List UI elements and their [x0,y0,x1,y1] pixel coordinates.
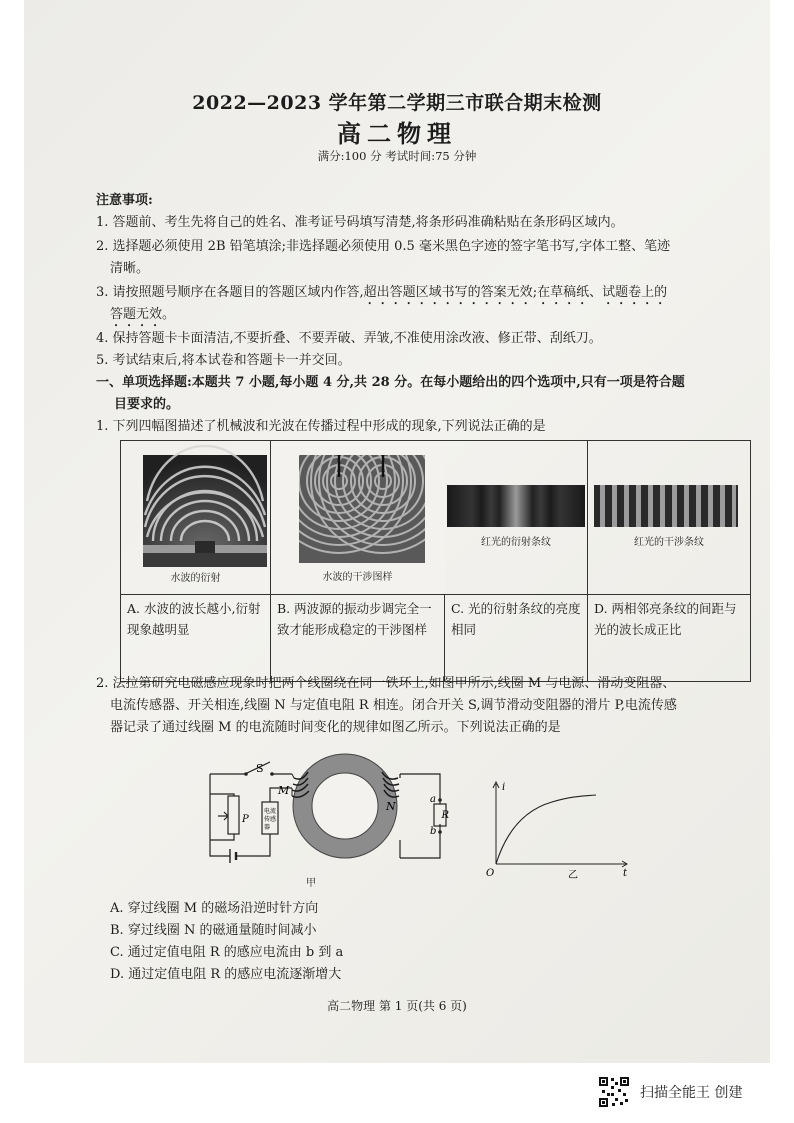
origin-label: O [486,868,495,879]
q2-stem-line2: 电流传感器、开关相连,线圈 N 与定值电阻 R 相连。闭合开关 S,调节滑动变阻器的滑片 P,电流传感 [110,698,677,713]
exam-title: 2022—2023 学年第二学期三市联合期末检测 [192,92,602,114]
label-slider: P [242,814,249,825]
axis-i-label: i [502,782,506,793]
q1-fig-cell-b [271,441,445,595]
q1-option-c: C. 光的衍射条纹的亮度相同 [445,595,588,682]
label-coil-n: N [386,800,396,813]
red-diffraction-image [445,441,588,594]
exam-paper [24,0,770,1063]
q1-fig-cell-c [445,441,588,595]
notice-item-3 [96,282,667,308]
label-sensor-1: 电流 [264,808,277,815]
q1-option-a: A. 水波的波长越小,衍射现象越明显 [121,595,271,682]
iron-ring [293,754,397,858]
q2-option-c: C. 通过定值电阻 R 的感应电流由 b 到 a [110,945,344,960]
scanner-watermark: 扫描全能王 创建 [640,1085,743,1101]
axis-t-label: t [623,868,628,879]
exam-info: 满分:100 分 考试时间:75 分钟 [317,149,477,163]
figure-jia-label: 甲 [306,878,316,889]
notice-item-3-b: 超出答题区域书写的答案无效 [363,285,533,300]
qr-code-icon [598,1076,630,1108]
notice-item-2: 2. 选择题必须使用 2B 铅笔填涂;非选择题必须使用 0.5 毫米黑色字迹的签字笔书写,字体工整、笔迹 [96,239,671,254]
notice-item-3-d: 在草稿纸、试题卷上的 [537,285,668,300]
label-point-a: a [430,794,436,805]
notice-heading: 注意事项: [96,193,153,208]
section1-heading-cont: 目要求的。 [114,397,180,412]
figure-yi-label: 乙 [568,870,578,880]
caption-red-diffraction: 红光的衍射条纹 [481,537,551,548]
notice-item-1: 1. 答题前、考生先将自己的姓名、准考证号码填写清楚,将条形码准确粘贴在条形码区域内。 [96,215,624,230]
q1-fig-cell-d [588,441,751,595]
page-footer: 高二物理 第 1 页(共 6 页) [327,999,467,1013]
q2-stem-line1: 2. 法拉第研究电磁感应现象时把两个线圈绕在同一铁环上,如图甲所示,线圈 M 与电源、滑动变阻器、 [96,676,676,691]
q1-stem: 1. 下列四幅图描述了机械波和光波在传播过程中形成的现象,下列说法正确的是 [96,419,546,434]
caption-water-diffraction: 水波的衍射 [170,573,221,584]
q1-option-b: B. 两波源的振动步调完全一致才能形成稳定的干涉图样 [271,595,445,682]
label-point-b: b [430,826,437,837]
caption-water-interference: 水波的干涉图样 [322,572,393,583]
q1-option-d: D. 两相邻亮条纹的间距与光的波长成正比 [588,595,751,682]
q1-figure-table [120,440,751,682]
q2-option-b: B. 穿过线圈 N 的磁通量随时间减小 [110,923,317,938]
subject-title: 高二物理 [337,119,457,148]
notice-item-2-cont: 清晰。 [110,261,150,276]
red-interference-image [588,441,751,594]
q2-current-graph [484,776,634,880]
label-resistor: R [441,810,449,821]
label-sensor-2: 传感 [264,816,277,823]
notice-item-3-c: ; [532,285,538,300]
q2-option-d: D. 通过定值电阻 R 的感应电流逐渐增大 [110,967,342,982]
q2-circuit-figure [200,748,450,890]
notice-item-5: 5. 考试结束后,将本试卷和答题卡一并交回。 [96,353,351,368]
notice-item-4: 4. 保持答题卡卡面清洁,不要折叠、不要弄破、弄皱,不准使用涂改液、修正带、刮纸刀。 [96,331,602,346]
label-coil-m: M [278,784,290,797]
label-switch: S [256,762,264,775]
q1-fig-cell-a [121,441,271,595]
q2-stem-line3: 器记录了通过线圈 M 的电流随时间变化的规律如图乙所示。下列说法正确的是 [110,720,561,735]
notice-item-3-f: 。 [162,307,176,322]
section1-heading: 一、单项选择题:本题共 7 小题,每小题 4 分,共 28 分。在每小题给出的四个选项中,只有一项是符合题 [96,375,685,390]
label-sensor-3: 器 [264,824,271,831]
q2-option-a: A. 穿过线圈 M 的磁场沿逆时针方向 [110,901,319,916]
notice-item-3-a: 3. 请按照题号顺序在各题目的答题区域内作答, [96,285,364,300]
caption-red-interference: 红光的干涉条纹 [634,537,704,548]
notice-item-3-e: 答题无效 [110,307,163,322]
notice-item-3-cont [110,304,175,330]
